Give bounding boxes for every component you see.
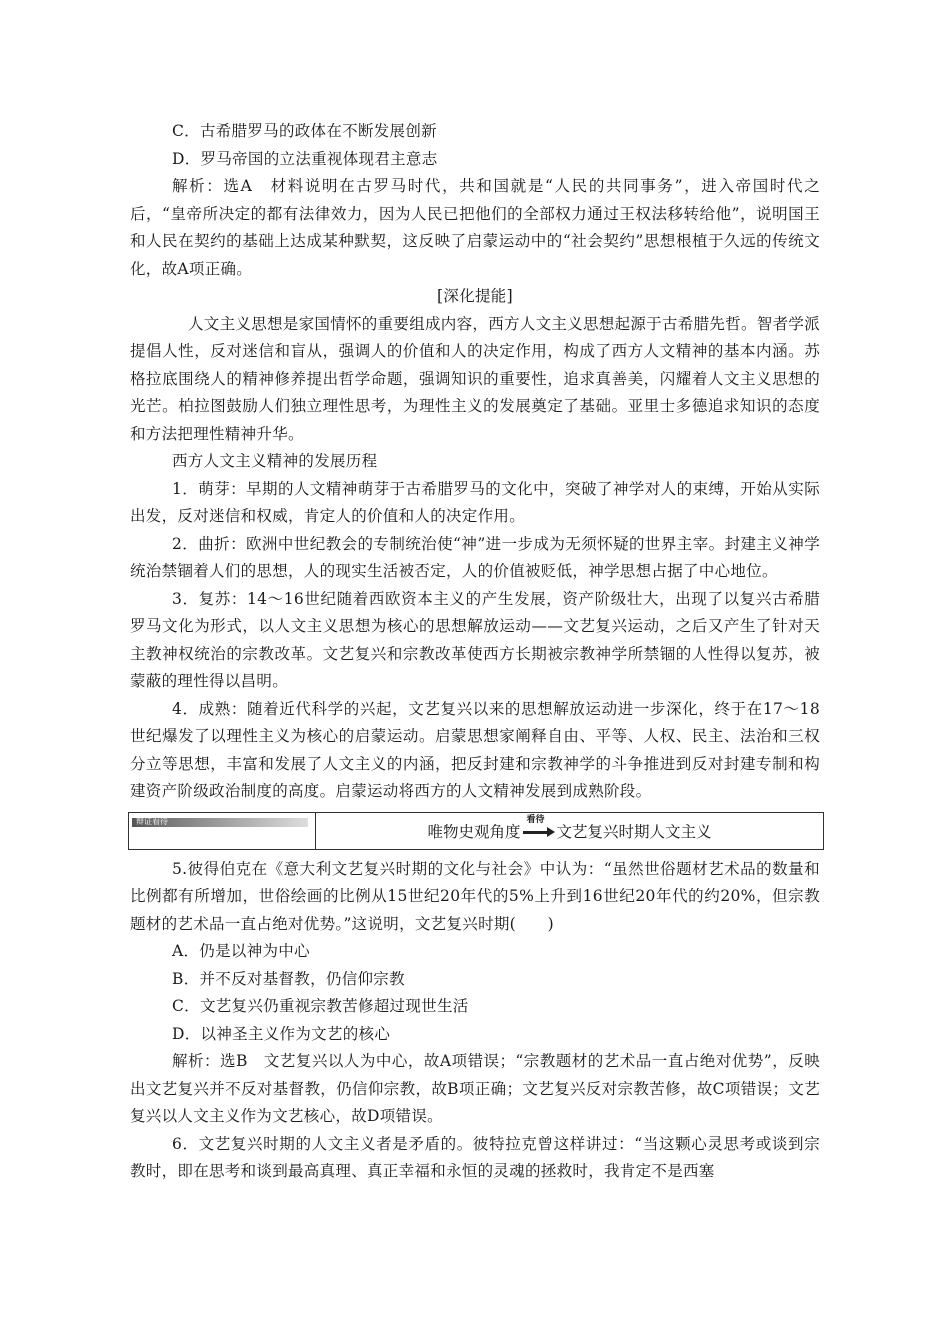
- q6-stem: 6．文艺复兴时期的人文主义者是矛盾的。彼特拉克曾这样讲过：“当这颗心灵思考或谈到宗教时，即在思考和谈到最高真理、真正幸福和永恒的灵魂的拯救时，我肯定不是西塞: [130, 1134, 820, 1180]
- deepen-intro: 人文主义思想是家国情怀的重要组成内容，西方人文主义思想起源于古希腊先哲。智者学派提倡人性，反对迷信和盲从，强调人的价值和人的决定作用，构成了西方人文精神的基本内涵。苏格拉底围绕人的精神修养提出哲学命题，强调知识的重要性，追求真善美，闪耀着人文主义思想的光芒。柏拉图鼓励人们独立理性思考，为理性主义的发展奠定了基础。亚里士多德追求知识的态度和方法把理性精神升华。: [130, 314, 821, 443]
- banner-right-text: 文艺复兴时期人文主义: [556, 822, 712, 841]
- page-content: [130, 118, 820, 1186]
- banner-tag-cell: [129, 813, 316, 849]
- arrow-icon: [523, 814, 555, 838]
- stage-paragraph: 4．成熟：随着近代科学的兴起，文艺复兴以来的思想解放运动进一步深化，终于在17～18世纪爆发了以理性主义为核心的启蒙运动。启蒙思想家阐释自由、平等、人权、民主、法治和三权分立等思想，丰富和发展了人文主义的内涵，把反封建和宗教神学的斗争推进到反对封建专制和构建资产阶级政治制度的高度。启蒙运动将西方的人文精神发展到成熟阶段。: [130, 699, 820, 800]
- q5-option-b: B．并不反对基督教，仍信仰宗教: [172, 969, 405, 988]
- q5-analysis: 解析：选B 文艺复兴以人为中心，故A项错误；“宗教题材的艺术品一直占绝对优势”，反映出文艺复兴并不反对基督教，仍信仰宗教，故B项正确；文艺复兴反对宗教苦修，故C项错误；文艺复兴以人文主义作为文艺核心，故D项错误。: [130, 1052, 820, 1125]
- banner-left-text: 唯物史观角度: [427, 822, 521, 841]
- banner-tag-label: 辩证看待: [136, 816, 168, 826]
- banner-tag: [132, 818, 308, 827]
- perspective-banner: [128, 812, 824, 850]
- q5-stem: 5.彼得伯克在《意大利文艺复兴时期的文化与社会》中认为：“虽然世俗题材艺术品的数量和比例都有所增加，世俗绘画的比例从15世纪20年代的5%上升到16世纪20年代的约20%，但宗教题材的艺术品一直占绝对优势。”这说明，文艺复兴时期( ): [130, 859, 820, 933]
- q5-option-c: C．文艺复兴仍重视宗教苦修超过现世生活: [172, 997, 469, 1015]
- q4-option-d: D．罗马帝国的立法重视体现君主意志: [172, 149, 438, 168]
- stage-paragraph: 3．复苏：14～16世纪随着西欧资本主义的产生发展，资产阶级壮大，出现了以复兴古希腊罗马文化为形式，以人文主义思想为核心的思想解放运动——文艺复兴运动，之后又产生了针对天主教神权统治的宗教改革。文艺复兴和宗教改革使西方长期被宗教神学所禁锢的人性得以复苏，被蒙蔽的理性得以昌明。: [130, 589, 820, 690]
- deepen-subtitle: 西方人文主义精神的发展历程: [172, 452, 378, 470]
- q5-option-d: D．以神圣主义作为文艺的核心: [172, 1024, 391, 1043]
- q4-analysis: 解析：选A 材料说明在古罗马时代，共和国就是“人民的共同事务”，进入帝国时代之后，“皇帝所决定的都有法律效力，因为人民已把他们的全部权力通过王权法移转给他”，说明国王和人民在契约的基础上达成某种默契，这反映了启蒙运动中的“社会契约”思想根植于久远的传统文化，故A项正确。: [130, 177, 820, 278]
- arrow-label: 看待: [526, 814, 545, 825]
- stage-paragraph: 2．曲折：欧洲中世纪教会的专制统治使“神”进一步成为无须怀疑的世界主宰。封建主义神学统治禁锢着人们的思想，人的现实生活被否定，人的价值被贬低，神学思想占据了中心地位。: [130, 534, 820, 580]
- stage-paragraph: 1．萌芽：早期的人文精神萌芽于古希腊罗马的文化中，突破了神学对人的束缚，开始从实际出发，反对迷信和权威，肯定人的价值和人的决定作用。: [130, 479, 820, 525]
- q5-option-a: A．仍是以神为中心: [172, 942, 310, 960]
- banner-title: [316, 813, 823, 849]
- deepen-heading: [深化提能]: [437, 287, 513, 305]
- q4-option-c: C．古希腊罗马的政体在不断发展创新: [172, 122, 437, 140]
